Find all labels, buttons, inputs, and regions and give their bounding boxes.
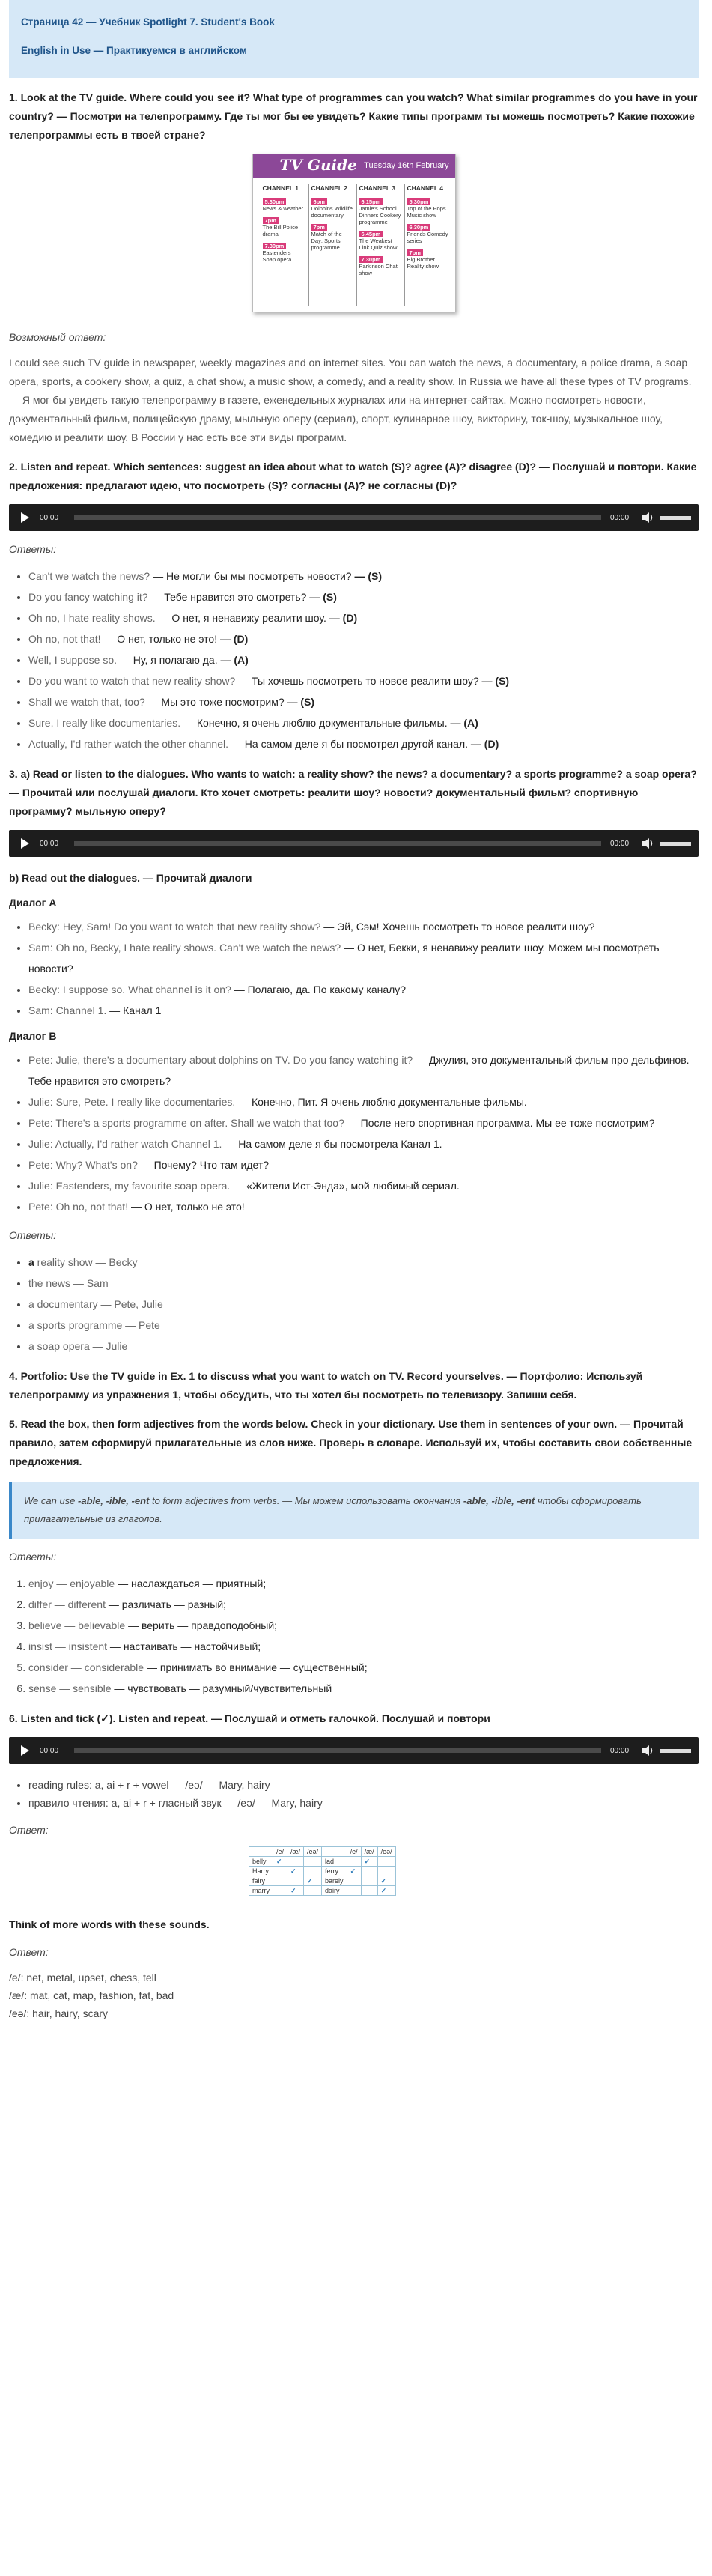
- tv-programme: Dolphins Wildlife documentary: [311, 205, 353, 219]
- dialog-en: Pete: Oh no, not that!: [28, 1201, 129, 1213]
- tick-cell: ✓: [287, 1886, 304, 1896]
- callout-suffixes: -able, -ible, -ent: [78, 1495, 150, 1506]
- volume-icon[interactable]: [642, 1745, 654, 1756]
- list-item: [28, 1615, 699, 1636]
- audio-current-time: 00:00: [40, 513, 59, 522]
- word-translation: — верить — правдоподобный;: [125, 1619, 278, 1631]
- callout-text: to form adjectives from verbs. — Мы можем использовать окончания: [149, 1495, 463, 1506]
- dialog-en: Julie: Actually, I'd rather watch Channel 1.: [28, 1138, 222, 1150]
- list-item: [28, 1678, 699, 1699]
- phrase-tag: — (D): [217, 633, 249, 645]
- tv-channel-column: [261, 184, 305, 306]
- list-item: [28, 1657, 699, 1678]
- list-item: [28, 649, 699, 670]
- list-item: [28, 566, 699, 587]
- dialog-line: [28, 1049, 699, 1091]
- ex3-answer-label: Ответы:: [9, 1229, 57, 1241]
- play-icon[interactable]: [21, 512, 29, 523]
- table-header-cell: /æ/: [361, 1847, 377, 1857]
- tv-channel-column: [404, 184, 449, 306]
- volume-slider[interactable]: [660, 1749, 691, 1753]
- answer-article: a: [28, 1256, 34, 1268]
- audio-player: [9, 830, 699, 857]
- table-word: dairy: [322, 1886, 347, 1896]
- audio-duration: 00:00: [610, 839, 630, 848]
- phrase-tag: — (S): [306, 591, 337, 603]
- tv-time-badge: 6.45pm: [359, 231, 383, 237]
- tv-programme: Match of the Day: Sports programme: [311, 231, 342, 251]
- dialog-line: [28, 1112, 699, 1133]
- phrase-ru: — Не могли бы мы посмотреть новости?: [150, 570, 352, 582]
- phrase-tag: — (A): [447, 717, 478, 729]
- dialog-en: Becky: I suppose so. What channel is it on?: [28, 984, 231, 995]
- tv-time-badge: 6pm: [311, 198, 327, 205]
- audio-current-time: 00:00: [40, 1746, 59, 1755]
- volume-icon[interactable]: [642, 838, 654, 849]
- audio-duration: 00:00: [610, 1746, 630, 1755]
- dialog-line: [28, 1133, 699, 1154]
- dialog-en: Pete: Julie, there's a documentary about dolphins on TV. Do you fancy watching it?: [28, 1054, 413, 1066]
- list-item: [28, 712, 699, 733]
- phrase-en: Sure, I really like documentaries.: [28, 717, 181, 729]
- list-item: [28, 587, 699, 607]
- phrase-en: Can't we watch the news?: [28, 570, 150, 582]
- dialog-en: Sam: Oh no, Becky, I hate reality shows. Can't we watch the news?: [28, 942, 341, 954]
- tv-time-badge: 7.30pm: [263, 243, 287, 249]
- tv-channel-name: CHANNEL 4: [407, 184, 443, 192]
- callout-suffixes-ru: -able, -ible, -ent: [463, 1495, 535, 1506]
- dialog-a-list: [9, 916, 699, 1021]
- phrase-ru: — Мы это тоже посмотрим?: [144, 696, 285, 708]
- ex4-question: 4. Portfolio: Use the TV guide in Ex. 1 to discuss what you want to watch on TV. Record yourselves. — Портфолио: Используй телепрограмму из упражнения 1, чтобы обсудить, что ты хотел бы посмотреть по телевизору. Запиши себя.: [9, 1370, 643, 1401]
- table-header-cell: /eə/: [377, 1847, 395, 1857]
- phrase-ru: — Тебе нравится это смотреть?: [147, 591, 307, 603]
- tick-cell: ✓: [377, 1876, 395, 1886]
- reading-rules-list: [9, 1776, 699, 1812]
- list-item: [28, 1636, 699, 1657]
- audio-progress-bar[interactable]: [74, 841, 601, 846]
- tick-cell: ✓: [361, 1857, 377, 1867]
- list-item: [28, 1573, 699, 1594]
- phrase-tag: — (S): [351, 570, 383, 582]
- tv-time-badge: 5.30pm: [263, 198, 287, 205]
- ex1-answer-label: Возможный ответ:: [9, 331, 106, 343]
- sound-table-image: [249, 1846, 451, 1900]
- sound-words-list: [9, 1969, 699, 2022]
- audio-player: [9, 1737, 699, 1764]
- table-row: [249, 1886, 396, 1896]
- tv-programme: News & weather: [262, 205, 304, 212]
- play-icon[interactable]: [21, 838, 29, 849]
- phrase-tag: — (D): [326, 612, 358, 624]
- page-title: Страница 42 — Учебник Spotlight 7. Student's Book: [21, 16, 275, 28]
- tick-cell: [361, 1886, 377, 1896]
- tick-cell: [361, 1867, 377, 1876]
- tv-programme: The Weakest Link Quiz show: [359, 237, 398, 251]
- word-translation: — различать — разный;: [105, 1598, 227, 1610]
- list-item: [28, 607, 699, 628]
- audio-current-time: 00:00: [40, 839, 59, 848]
- dialog-line: [28, 1196, 699, 1217]
- phrase-ru: — Конечно, я очень люблю документальные фильмы.: [180, 717, 448, 729]
- tv-guide-logo: TV Guide: [279, 156, 357, 174]
- volume-icon[interactable]: [642, 512, 654, 523]
- table-header-cell: /æ/: [287, 1847, 304, 1857]
- ex3-question-a: 3. a) Read or listen to the dialogues. Who wants to watch: a reality show? the news? a documentary? a sports programme? a soap opera? — Прочитай или послушай диалоги. Кто хочет смотреть: реалити шоу? новости? документальный фильм? спортивную программу? мыльную оперу?: [9, 768, 697, 817]
- tick-cell: [304, 1857, 322, 1867]
- dialog-ru: — Конечно, Пит. Я очень люблю документальные фильмы.: [235, 1096, 527, 1108]
- list-item: [28, 733, 699, 754]
- tv-guide-schedule: [261, 184, 449, 306]
- tick-cell: [347, 1876, 361, 1886]
- list-item: [28, 1315, 699, 1336]
- sound-line: /e/: net, metal, upset, chess, tell: [9, 1972, 156, 1983]
- table-word: marry: [249, 1886, 273, 1896]
- phrase-ru: — Ты хочешь посмотреть то новое реалити шоу?: [235, 675, 479, 687]
- list-item: [28, 1294, 699, 1315]
- table-word: fairy: [249, 1876, 273, 1886]
- table-cell: [249, 1847, 273, 1857]
- page-header: [9, 0, 699, 78]
- tv-programme: Jamie's School Dinners Cookery programme: [359, 205, 401, 225]
- tv-time-badge: 6.15pm: [359, 198, 383, 205]
- ex6-answer-label: Ответ:: [9, 1824, 49, 1836]
- tv-programme: Big Brother Reality show: [407, 256, 439, 270]
- dialog-en: Julie: Eastenders, my favourite soap opera.: [28, 1180, 231, 1192]
- word-pair: sense — sensible: [28, 1682, 112, 1694]
- dialog-en: Pete: There's a sports programme on after. Shall we watch that too?: [28, 1117, 344, 1129]
- list-item: [28, 670, 699, 691]
- tv-time-badge: 7.30pm: [359, 256, 383, 263]
- list-item: [28, 1252, 699, 1273]
- rule-item: • правило чтения: a, ai + r + гласный звук — /eə/ — Mary, hairy: [28, 1794, 699, 1812]
- tv-guide-date: Tuesday 16th February: [364, 161, 449, 170]
- tick-cell: [377, 1857, 395, 1867]
- ex3-answer-list: [9, 1252, 699, 1357]
- ex1-answer: I could see such TV guide in newspaper, weekly magazines and on internet sites. You can watch the news, a documentary, a police drama, a soap opera, sports, a cookery show, a quiz, a chat show, a music show, a comedy, and a reality show. In Russia we have all these types of TV programs. — Я мог бы увидеть такую телепрограмму в газете, еженедельных журналах или на интернет-сайтах. Можно посмотреть новости, документальный фильм, полицейскую драму, мыльную оперу (сериал), спорт, кулинарное шоу, викторину, ток-шоу, музыкальное шоу, комедию и реалити шоу. В России у нас есть все эти виды программ.: [9, 357, 692, 443]
- table-header-row: [249, 1847, 396, 1857]
- ex5-question: 5. Read the box, then form adjectives from the words below. Check in your dictionary. Use them in sentences of your own. — Прочитай правило, затем сформируй прилагательные из слов ниже. Проверь в словаре. Используй их, чтобы составить свои собственные предложения.: [9, 1418, 693, 1467]
- ex2-answer-list: [9, 566, 699, 754]
- word-pair: believe — believable: [28, 1619, 126, 1631]
- phrase-ru: — О нет, только не это!: [100, 633, 218, 645]
- dialog-ru: — После него спортивная программа. Мы ее тоже посмотрим?: [344, 1117, 655, 1129]
- dialog-en: Becky: Hey, Sam! Do you want to watch that new reality show?: [28, 921, 321, 933]
- tick-cell: [361, 1876, 377, 1886]
- rule-callout: [9, 1482, 699, 1539]
- sound-table: [249, 1846, 396, 1896]
- table-cell: [322, 1847, 347, 1857]
- tv-channel-name: CHANNEL 3: [359, 184, 395, 192]
- tv-channel-column: [356, 184, 401, 306]
- dialog-a-title: Диалог А: [9, 897, 57, 909]
- dialog-line: [28, 1154, 699, 1175]
- word-translation: — чувствовать — разумный/чувствительный: [111, 1682, 332, 1694]
- ex5-answer-list: [9, 1573, 699, 1699]
- dialog-ru: — О нет, только не это!: [128, 1201, 245, 1213]
- tv-programme: Parkinson Chat show: [359, 263, 398, 276]
- tick-cell: [347, 1886, 361, 1896]
- tick-cell: ✓: [377, 1886, 395, 1896]
- tick-cell: ✓: [347, 1867, 361, 1876]
- audio-player: [9, 504, 699, 531]
- phrase-en: Oh no, not that!: [28, 633, 101, 645]
- dialog-line: [28, 1175, 699, 1196]
- tv-programme: Friends Comedy series: [407, 231, 448, 244]
- ex6-question: 6. Listen and tick (✓). Listen and repeat. — Послушай и отметь галочкой. Послушай и повтори: [9, 1712, 490, 1724]
- dialog-ru: — Канал 1: [106, 1004, 162, 1016]
- dialog-b-list: [9, 1049, 699, 1217]
- think-prompt: Think of more words with these sounds.: [9, 1918, 210, 1930]
- tv-time-badge: 7pm: [263, 217, 279, 224]
- rule-item: • reading rules: a, ai + r + vowel — /eə/ — Mary, hairy: [28, 1776, 699, 1794]
- table-word: Harry: [249, 1867, 273, 1876]
- dialog-b-title: Диалог В: [9, 1030, 57, 1042]
- tv-programme: Top of the Pops Music show: [407, 205, 446, 219]
- list-item: [28, 1273, 699, 1294]
- tick-cell: [273, 1886, 287, 1896]
- ex3-question-b: b) Read out the dialogues. — Прочитай диалоги: [9, 872, 252, 884]
- phrase-en: Oh no, I hate reality shows.: [28, 612, 156, 624]
- dialog-en: Julie: Sure, Pete. I really like documentaries.: [28, 1096, 236, 1108]
- tv-guide-header: [253, 154, 455, 178]
- table-header-cell: /e/: [273, 1847, 287, 1857]
- tv-channel-name: CHANNEL 1: [262, 184, 299, 192]
- word-pair: consider — considerable: [28, 1661, 144, 1673]
- sound-line: /æ/: mat, cat, map, fashion, fat, bad: [9, 1989, 174, 2001]
- dialog-ru: — Джулия, это документальный фильм про дельфинов. Тебе нравится это смотреть?: [28, 1054, 690, 1087]
- dialog-ru: — О нет, Бекки, я ненавижу реалити шоу. Можем мы посмотреть новости?: [28, 942, 660, 975]
- table-header-cell: /eə/: [304, 1847, 322, 1857]
- table-word: ferry: [322, 1867, 347, 1876]
- tick-cell: [304, 1867, 322, 1876]
- tick-cell: ✓: [273, 1857, 287, 1867]
- dialog-line: [28, 1091, 699, 1112]
- tick-cell: ✓: [287, 1867, 304, 1876]
- ex5-answer-label: Ответы:: [9, 1551, 57, 1563]
- audio-progress-bar[interactable]: [74, 1748, 601, 1753]
- dialog-ru: — «Жители Ист-Энда», мой любимый сериал.: [230, 1180, 460, 1192]
- audio-duration: 00:00: [610, 513, 630, 522]
- list-item: [28, 628, 699, 649]
- tick-cell: ✓: [304, 1876, 322, 1886]
- ex2-answer-label: Ответы:: [9, 543, 57, 555]
- tv-guide-image: [9, 154, 699, 316]
- phrase-en: Actually, I'd rather watch the other channel.: [28, 738, 229, 750]
- list-item: [28, 691, 699, 712]
- tick-cell: [304, 1886, 322, 1896]
- tick-cell: [287, 1857, 304, 1867]
- dialog-line: [28, 937, 699, 979]
- dialog-ru: — Полагаю, да. По какому каналу?: [231, 984, 407, 995]
- phrase-en: Do you fancy watching it?: [28, 591, 148, 603]
- phrase-tag: — (A): [217, 654, 249, 666]
- dialog-en: Pete: Why? What's on?: [28, 1159, 138, 1171]
- answer-text: a documentary — Pete, Julie: [28, 1298, 163, 1310]
- tv-channel-name: CHANNEL 2: [311, 184, 347, 192]
- answer-text: a soap opera — Julie: [28, 1340, 128, 1352]
- ex1-question: 1. Look at the TV guide. Where could you see it? What type of programmes can you watch? What similar programmes do you have in your country? — Посмотри на телепрограмму. Где ты мог бы ее увидеть? Какие типы программ ты можешь посмотреть? Какие похожие телепрограммы есть в твоей стране?: [9, 91, 698, 141]
- tv-time-badge: 6.30pm: [407, 224, 431, 231]
- audio-progress-bar[interactable]: [74, 515, 601, 520]
- tick-cell: [377, 1867, 395, 1876]
- dialog-ru: — Почему? Что там идет?: [137, 1159, 270, 1171]
- callout-text: чтобы сформировать прилагательные из глаголов.: [24, 1495, 642, 1524]
- phrase-en: Do you want to watch that new reality show?: [28, 675, 236, 687]
- list-item: [28, 1336, 699, 1357]
- section-title: English in Use — Практикуемся в английском: [21, 45, 247, 56]
- dialog-en: Sam: Channel 1.: [28, 1004, 107, 1016]
- phrase-en: Shall we watch that, too?: [28, 696, 145, 708]
- table-word: barely: [322, 1876, 347, 1886]
- word-translation: — настаивать — настойчивый;: [107, 1640, 261, 1652]
- phrase-tag: — (S): [478, 675, 510, 687]
- dialog-ru: — На самом деле я бы посмотрела Канал 1.: [222, 1138, 442, 1150]
- dialog-line: [28, 916, 699, 937]
- tv-programme: The Bill Police drama: [262, 224, 299, 237]
- play-icon[interactable]: [21, 1745, 29, 1756]
- volume-slider[interactable]: [660, 516, 691, 520]
- word-pair: enjoy — enjoyable: [28, 1578, 115, 1589]
- word-translation: — принимать во внимание — существенный;: [144, 1661, 368, 1673]
- phrase-ru: — О нет, я ненавижу реалити шоу.: [155, 612, 326, 624]
- table-row: [249, 1867, 396, 1876]
- tick-cell: [347, 1857, 361, 1867]
- dialog-line: [28, 979, 699, 1000]
- answer-text: the news — Sam: [28, 1277, 109, 1289]
- volume-slider[interactable]: [660, 842, 691, 846]
- phrase-en: Well, I suppose so.: [28, 654, 118, 666]
- list-item: [28, 1594, 699, 1615]
- tick-cell: [287, 1876, 304, 1886]
- phrase-tag: — (S): [284, 696, 315, 708]
- tv-channel-column: [308, 184, 353, 306]
- answer-text: reality show — Becky: [34, 1256, 138, 1268]
- tv-programme: Eastenders Soap opera: [262, 249, 292, 263]
- ex6-answer-label-2: Ответ:: [9, 1946, 49, 1958]
- word-pair: differ — different: [28, 1598, 106, 1610]
- table-word: lad: [322, 1857, 347, 1867]
- phrase-ru: — На самом деле я бы посмотрел другой канал.: [228, 738, 469, 750]
- table-row: [249, 1857, 396, 1867]
- ex2-question: 2. Listen and repeat. Which sentences: suggest an idea about what to watch (S)? agree (A)? disagree (D)? — Послушай и повтори. Какие предложения: предлагают идею, что посмотреть (S)? согласны (A)? не согласны (D)?: [9, 461, 697, 491]
- tick-cell: [273, 1867, 287, 1876]
- word-pair: insist — insistent: [28, 1640, 108, 1652]
- tv-time-badge: 7pm: [407, 249, 423, 256]
- tick-cell: [273, 1876, 287, 1886]
- dialog-line: [28, 1000, 699, 1021]
- phrase-ru: — Ну, я полагаю да.: [117, 654, 218, 666]
- tv-time-badge: 5.30pm: [407, 198, 431, 205]
- word-translation: — наслаждаться — приятный;: [115, 1578, 267, 1589]
- table-row: [249, 1876, 396, 1886]
- table-word: belly: [249, 1857, 273, 1867]
- answer-text: a sports programme — Pete: [28, 1319, 160, 1331]
- callout-text: We can use: [24, 1495, 79, 1506]
- dialog-ru: — Эй, Сэм! Хочешь посмотреть то новое реалити шоу?: [320, 921, 595, 933]
- table-header-cell: /e/: [347, 1847, 361, 1857]
- phrase-tag: — (D): [468, 738, 499, 750]
- sound-line: /eə/: hair, hairy, scary: [9, 2007, 109, 2019]
- tv-time-badge: 7pm: [311, 224, 327, 231]
